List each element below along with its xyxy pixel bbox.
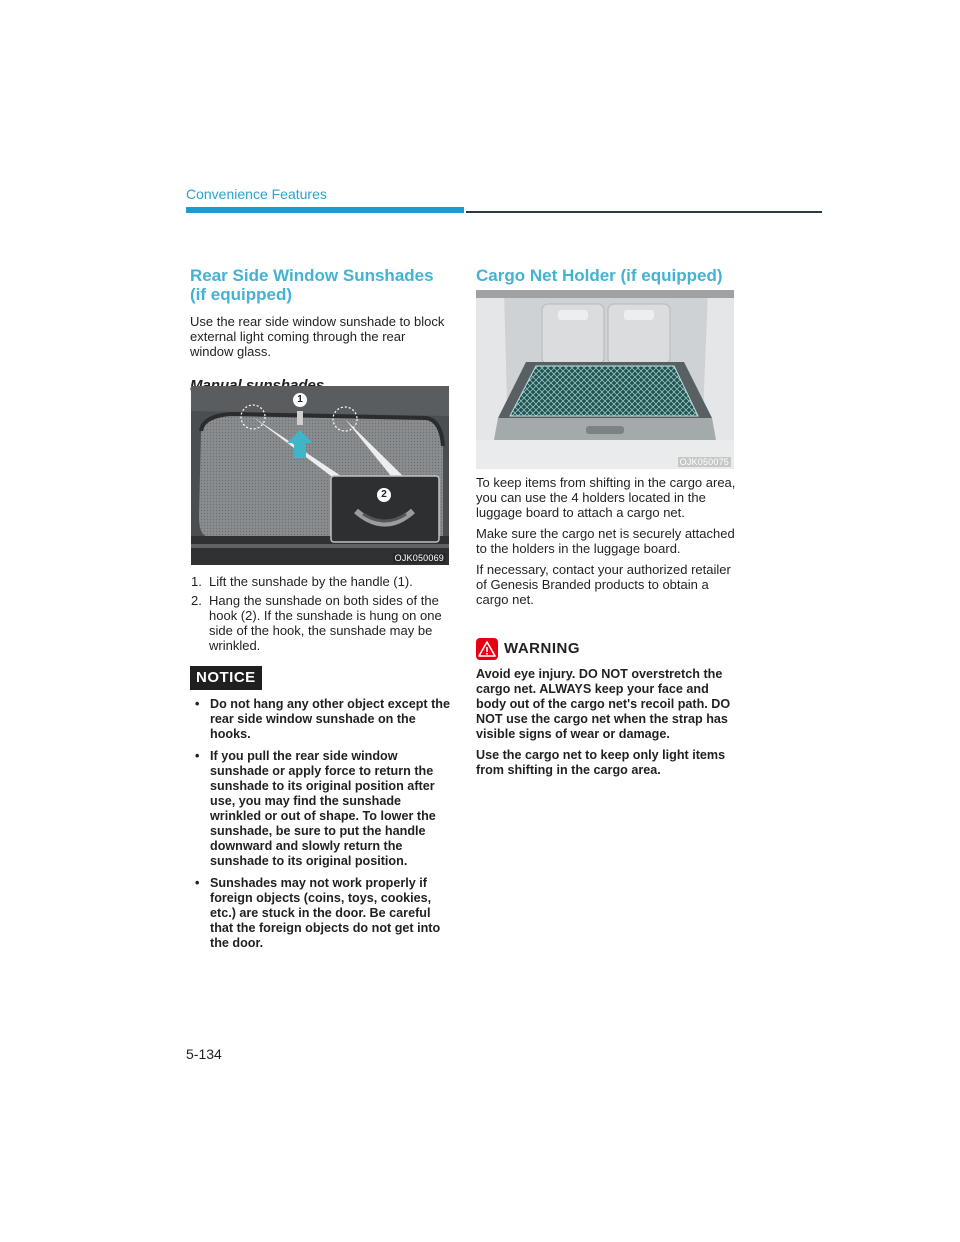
list-item: • Do not hang any other object except the rear side window sunshade on the hooks.	[191, 697, 453, 742]
warning-paragraph: Avoid eye injury. DO NOT overstretch the cargo net. ALWAYS keep your face and body out of the cargo net's recoil path. DO NOT use the cargo net when the strap has visible signs of wear or damage.	[476, 667, 731, 741]
cargo-text-block	[476, 475, 738, 607]
notice-list	[191, 697, 453, 951]
sunshades-heading: Rear Side Window Sunshades (if equipped)	[190, 266, 434, 304]
right-column	[476, 266, 736, 285]
sunshade-figure	[191, 386, 449, 565]
list-item: • Sunshades may not work properly if foreign objects (coins, toys, cookies, etc.) are stuck in the door. Be careful that the foreign objects do not get into the door.	[191, 876, 453, 951]
cargo-net-heading: Cargo Net Holder (if equipped)	[476, 266, 723, 285]
page-number: 5-134	[186, 1046, 222, 1062]
list-item: 1. Lift the sunshade by the handle (1).	[191, 574, 413, 589]
left-column	[190, 266, 450, 394]
warning-paragraph: Use the cargo net to keep only light items from shifting in the cargo area.	[476, 748, 726, 777]
sunshades-intro: Use the rear side window sunshade to block external light coming through the rear window glass.	[190, 314, 445, 359]
warning-header	[476, 638, 736, 660]
list-item: • If you pull the rear side window sunshade or apply force to return the sunshade to its original position after use, you may find the sunshade wrinkled or out of shape. To lower the sunshade, be sure to put the handle downward and slowly return the sunshade to its original position.	[191, 749, 453, 869]
header-rule	[466, 211, 822, 213]
sunshade-steps	[191, 574, 451, 653]
sunshade-illustration	[191, 386, 449, 565]
cargo-paragraph: If necessary, contact your authorized retailer of Genesis Branded products to obtain a cargo net.	[476, 562, 731, 607]
cargo-paragraph: To keep items from shifting in the cargo area, you can use the 4 holders located in the luggage board to attach a cargo net.	[476, 475, 736, 520]
notice-badge: NOTICE	[190, 666, 262, 690]
callout-2: 2	[377, 488, 391, 502]
figure-code: OJK050069	[394, 553, 444, 563]
warning-title: WARNING	[504, 640, 580, 658]
callout-1: 1	[293, 393, 307, 407]
header-rule-accent	[186, 207, 464, 213]
figure-code: OJK050075	[679, 457, 729, 467]
section-title: Convenience Features	[186, 186, 327, 202]
warning-body	[476, 667, 738, 784]
cargo-figure	[476, 290, 734, 469]
notice-block	[191, 697, 453, 958]
cargo-illustration	[476, 290, 734, 469]
steps-block	[191, 574, 451, 657]
list-item: 2. Hang the sunshade on both sides of the hook (2). If the sunshade is hung on one side of the hook, the sunshade may be wrinkled.	[191, 593, 442, 653]
cargo-paragraph: Make sure the cargo net is securely attached to the holders in the luggage board.	[476, 526, 735, 556]
warning-icon	[476, 638, 498, 660]
